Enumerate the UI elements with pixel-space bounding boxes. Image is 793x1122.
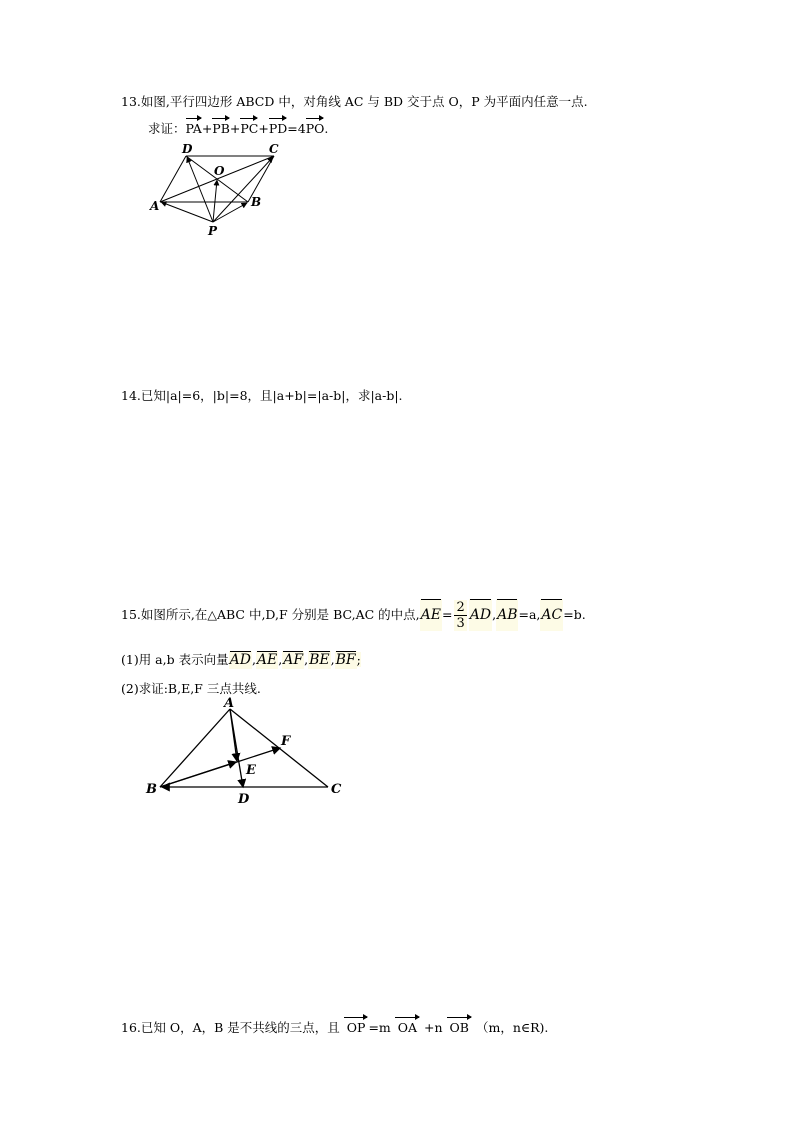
label-o: O xyxy=(214,164,225,178)
label-c: C xyxy=(331,782,342,797)
q13-plus: + xyxy=(229,121,241,136)
q15-part2: (2)求证:B,E,F 三点共线. xyxy=(121,681,261,696)
q16-end: （m，n∈R). xyxy=(475,1020,549,1035)
vector-pa: PA xyxy=(185,121,202,136)
vector-ad: AD xyxy=(229,652,251,668)
label-a: A xyxy=(150,199,160,213)
parallelogram-figure xyxy=(140,140,300,240)
q15-text: 15.如图所示,在△ABC 中,D,F 分别是 BC,AC 的中点, xyxy=(121,607,420,622)
q15-equals-a: =a, xyxy=(518,607,541,622)
vector-pb: PB xyxy=(212,121,230,136)
vector-bf: BF xyxy=(335,652,356,668)
vector-po-line xyxy=(213,180,217,222)
label-d: D xyxy=(238,792,250,807)
q13-end: . xyxy=(324,121,329,136)
vector-pa-line xyxy=(161,202,213,222)
label-b: B xyxy=(251,195,262,209)
q15-equals: = xyxy=(441,607,453,622)
q16-equals-m: =m xyxy=(368,1020,391,1035)
vector-op: OP xyxy=(344,1020,369,1036)
separator: , xyxy=(330,652,335,667)
edge-da xyxy=(160,156,186,202)
vector-ab: AB xyxy=(496,599,518,631)
q16-plus-n: +n xyxy=(424,1020,443,1035)
separator: , xyxy=(304,652,309,667)
vector-pd: PD xyxy=(268,121,288,136)
q13-equals: =4 xyxy=(287,121,306,136)
vector-ae-line xyxy=(230,709,237,761)
q13-plus: + xyxy=(258,121,269,136)
q15-part1-end: ; xyxy=(356,652,361,667)
vector-ae: AE xyxy=(420,599,442,631)
q15-equals-b: =b. xyxy=(563,607,586,622)
label-b: B xyxy=(146,782,157,797)
label-p: P xyxy=(208,224,218,238)
fraction-numerator: 2 xyxy=(456,600,465,615)
vector-af: AF xyxy=(283,652,304,668)
vector-ae: AE xyxy=(256,652,278,668)
q15-comma: , xyxy=(492,607,497,622)
vector-po: PO xyxy=(305,121,325,136)
fraction-denominator: 3 xyxy=(456,616,465,631)
q15-part1-prefix: (1)用 a,b 表示向量 xyxy=(121,652,229,667)
vector-pc: PC xyxy=(240,121,259,136)
label-a: A xyxy=(224,696,235,711)
q13-plus: + xyxy=(201,121,213,136)
separator: , xyxy=(278,652,283,667)
vector-pb-line xyxy=(213,203,247,222)
q13-prove-prefix: 求证： xyxy=(148,121,186,136)
vector-oa: OA xyxy=(395,1020,420,1036)
vector-ob: OB xyxy=(447,1020,472,1036)
q14-text: 14.已知|a|=6，|b|=8，且|a+b|=|a-b|，求|a-b|. xyxy=(121,388,403,403)
label-d: D xyxy=(182,142,193,156)
q16-text xyxy=(121,1020,548,1036)
q15-part1 xyxy=(121,651,361,669)
q15-line1 xyxy=(121,599,586,631)
separator: , xyxy=(251,652,256,667)
vector-ad: AD xyxy=(469,599,492,631)
q13-text: 13.如图,平行四边形 ABCD 中，对角线 AC 与 BD 交于点 O，P 为平面内任意一点. xyxy=(121,94,588,109)
label-f: F xyxy=(281,734,291,749)
triangle-figure xyxy=(140,695,360,810)
label-c: C xyxy=(269,142,279,156)
q13-prove xyxy=(148,121,328,137)
vector-ac: AC xyxy=(540,599,563,631)
q16-prefix: 16.已知 O，A，B 是不共线的三点，且 xyxy=(121,1020,340,1035)
label-e: E xyxy=(246,763,256,778)
vector-be: BE xyxy=(309,652,330,668)
fraction-two-thirds xyxy=(454,600,466,631)
